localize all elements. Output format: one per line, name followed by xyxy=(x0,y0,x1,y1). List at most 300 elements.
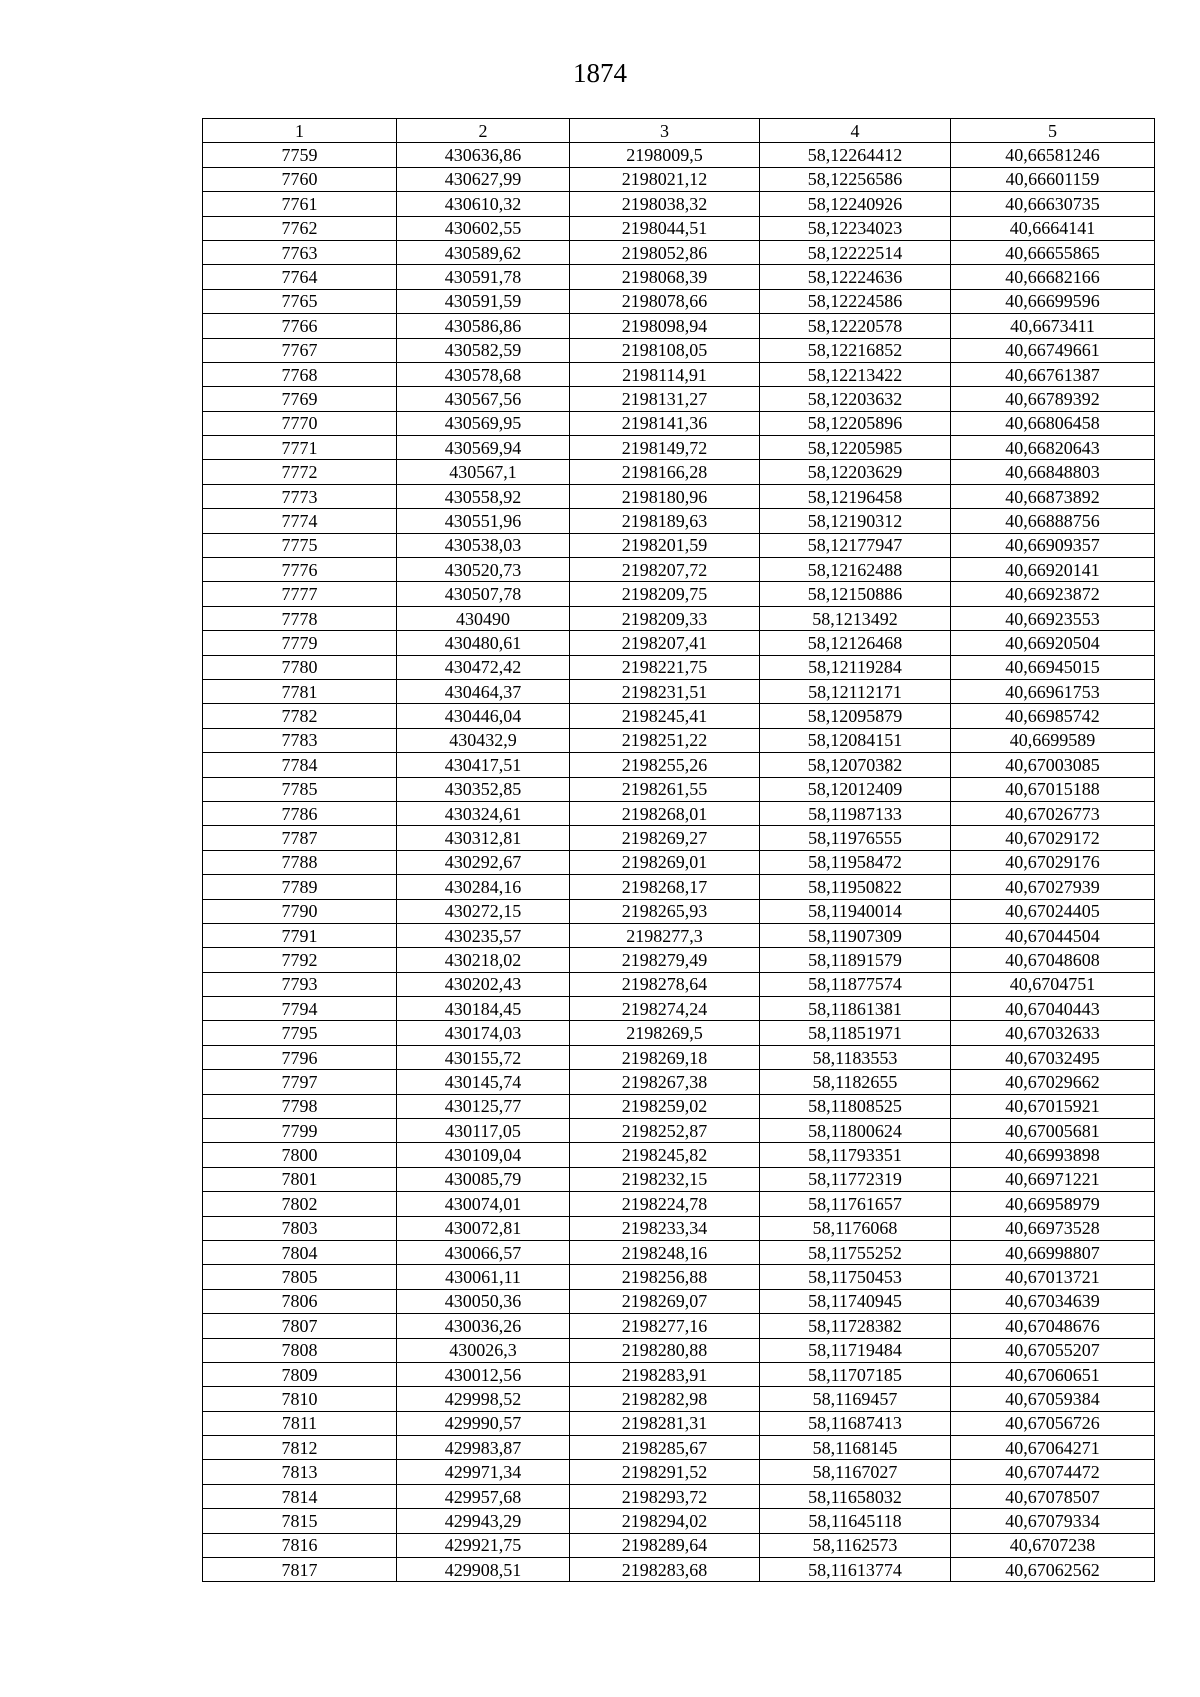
table-cell-col-2: 430109,04 xyxy=(397,1143,570,1167)
table-cell-col-5: 40,66761387 xyxy=(951,362,1155,386)
column-header-4: 4 xyxy=(760,119,951,143)
table-cell-col-5: 40,67064271 xyxy=(951,1436,1155,1460)
table-row xyxy=(203,362,1155,386)
table-cell-col-2: 430036,26 xyxy=(397,1314,570,1338)
table-cell-col-3: 2198269,5 xyxy=(570,1021,760,1045)
table-row xyxy=(203,753,1155,777)
table-row xyxy=(203,1289,1155,1313)
table-cell-col-2: 430432,9 xyxy=(397,728,570,752)
table-cell-col-2: 430072,81 xyxy=(397,1216,570,1240)
table-cell-col-1: 7759 xyxy=(203,143,397,167)
table-cell-col-3: 2198269,01 xyxy=(570,850,760,874)
table-cell-col-3: 2198269,07 xyxy=(570,1289,760,1313)
table-cell-col-2: 430610,32 xyxy=(397,192,570,216)
table-cell-col-5: 40,67032495 xyxy=(951,1045,1155,1069)
table-cell-col-4: 58,12224636 xyxy=(760,265,951,289)
table-row xyxy=(203,1484,1155,1508)
table-cell-col-1: 7780 xyxy=(203,655,397,679)
table-cell-col-2: 430066,57 xyxy=(397,1240,570,1264)
table-row xyxy=(203,582,1155,606)
table-cell-col-3: 2198009,5 xyxy=(570,143,760,167)
table-cell-col-1: 7772 xyxy=(203,460,397,484)
table-cell-col-3: 2198224,78 xyxy=(570,1192,760,1216)
table-cell-col-2: 429971,34 xyxy=(397,1460,570,1484)
table-cell-col-4: 58,11940014 xyxy=(760,899,951,923)
table-cell-col-4: 58,1169457 xyxy=(760,1387,951,1411)
table-cell-col-5: 40,6673411 xyxy=(951,314,1155,338)
table-cell-col-1: 7804 xyxy=(203,1240,397,1264)
table-cell-col-2: 430578,68 xyxy=(397,362,570,386)
table-cell-col-4: 58,1168145 xyxy=(760,1436,951,1460)
table-cell-col-4: 58,11987133 xyxy=(760,801,951,825)
table-cell-col-3: 2198166,28 xyxy=(570,460,760,484)
table-cell-col-3: 2198252,87 xyxy=(570,1119,760,1143)
table-cell-col-2: 430520,73 xyxy=(397,558,570,582)
table-row xyxy=(203,1070,1155,1094)
column-header-5: 5 xyxy=(951,119,1155,143)
table-row xyxy=(203,460,1155,484)
table-cell-col-1: 7814 xyxy=(203,1484,397,1508)
table-cell-col-4: 58,11658032 xyxy=(760,1484,951,1508)
table-cell-col-1: 7807 xyxy=(203,1314,397,1338)
table-cell-col-1: 7792 xyxy=(203,948,397,972)
table-cell-col-5: 40,67005681 xyxy=(951,1119,1155,1143)
table-row xyxy=(203,655,1155,679)
table-cell-col-3: 2198108,05 xyxy=(570,338,760,362)
table-cell-col-2: 430235,57 xyxy=(397,923,570,947)
table-row xyxy=(203,216,1155,240)
table-row xyxy=(203,1509,1155,1533)
table-cell-col-4: 58,11950822 xyxy=(760,875,951,899)
table-cell-col-4: 58,12256586 xyxy=(760,167,951,191)
table-cell-col-1: 7779 xyxy=(203,631,397,655)
table-row xyxy=(203,997,1155,1021)
table-cell-col-2: 429983,87 xyxy=(397,1436,570,1460)
table-cell-col-4: 58,12205985 xyxy=(760,436,951,460)
table-row xyxy=(203,1167,1155,1191)
table-cell-col-2: 430582,59 xyxy=(397,338,570,362)
table-cell-col-4: 58,11793351 xyxy=(760,1143,951,1167)
table-cell-col-3: 2198274,24 xyxy=(570,997,760,1021)
table-cell-col-5: 40,67044504 xyxy=(951,923,1155,947)
table-cell-col-5: 40,67074472 xyxy=(951,1460,1155,1484)
table-cell-col-1: 7764 xyxy=(203,265,397,289)
table-cell-col-4: 58,12162488 xyxy=(760,558,951,582)
table-cell-col-2: 430174,03 xyxy=(397,1021,570,1045)
table-cell-col-1: 7789 xyxy=(203,875,397,899)
table-cell-col-1: 7777 xyxy=(203,582,397,606)
table-row xyxy=(203,387,1155,411)
table-cell-col-4: 58,12196458 xyxy=(760,484,951,508)
table-row xyxy=(203,436,1155,460)
table-cell-col-4: 58,1183553 xyxy=(760,1045,951,1069)
table-cell-col-2: 429908,51 xyxy=(397,1558,570,1582)
table-cell-col-1: 7788 xyxy=(203,850,397,874)
table-cell-col-3: 2198180,96 xyxy=(570,484,760,508)
table-cell-col-2: 430567,56 xyxy=(397,387,570,411)
table-cell-col-4: 58,12220578 xyxy=(760,314,951,338)
table-row xyxy=(203,875,1155,899)
table-row xyxy=(203,1265,1155,1289)
table-cell-col-1: 7816 xyxy=(203,1533,397,1557)
table-row xyxy=(203,1533,1155,1557)
page-number: 1874 xyxy=(573,58,627,88)
table-cell-col-5: 40,66873892 xyxy=(951,484,1155,508)
table-cell-col-5: 40,66848803 xyxy=(951,460,1155,484)
table-cell-col-4: 58,11800624 xyxy=(760,1119,951,1143)
table-cell-col-3: 2198052,86 xyxy=(570,240,760,264)
table-cell-col-5: 40,66945015 xyxy=(951,655,1155,679)
table-row xyxy=(203,240,1155,264)
table-cell-col-5: 40,66971221 xyxy=(951,1167,1155,1191)
table-row xyxy=(203,826,1155,850)
table-cell-col-1: 7815 xyxy=(203,1509,397,1533)
table-cell-col-2: 430602,55 xyxy=(397,216,570,240)
table-cell-col-5: 40,66993898 xyxy=(951,1143,1155,1167)
table-row xyxy=(203,606,1155,630)
table-cell-col-5: 40,66601159 xyxy=(951,167,1155,191)
table-cell-col-1: 7817 xyxy=(203,1558,397,1582)
table-cell-col-4: 58,12190312 xyxy=(760,509,951,533)
table-cell-col-2: 430155,72 xyxy=(397,1045,570,1069)
table-cell-col-2: 430446,04 xyxy=(397,704,570,728)
table-cell-col-1: 7767 xyxy=(203,338,397,362)
table-cell-col-4: 58,11907309 xyxy=(760,923,951,947)
table-row xyxy=(203,338,1155,362)
table-cell-col-4: 58,12119284 xyxy=(760,655,951,679)
table-cell-col-1: 7766 xyxy=(203,314,397,338)
table-cell-col-1: 7791 xyxy=(203,923,397,947)
table-cell-col-4: 58,12203632 xyxy=(760,387,951,411)
table-cell-col-4: 58,11645118 xyxy=(760,1509,951,1533)
table-row xyxy=(203,923,1155,947)
table-cell-col-4: 58,12205896 xyxy=(760,411,951,435)
table-cell-col-3: 2198259,02 xyxy=(570,1094,760,1118)
table-cell-col-5: 40,66973528 xyxy=(951,1216,1155,1240)
table-cell-col-5: 40,67015188 xyxy=(951,777,1155,801)
table-row xyxy=(203,1314,1155,1338)
table-cell-col-1: 7790 xyxy=(203,899,397,923)
table-row xyxy=(203,533,1155,557)
table-cell-col-3: 2198248,16 xyxy=(570,1240,760,1264)
table-row xyxy=(203,1119,1155,1143)
table-cell-col-1: 7775 xyxy=(203,533,397,557)
table-cell-col-5: 40,67015921 xyxy=(951,1094,1155,1118)
table-cell-col-3: 2198289,64 xyxy=(570,1533,760,1557)
table-cell-col-4: 58,11613774 xyxy=(760,1558,951,1582)
table-cell-col-4: 58,11891579 xyxy=(760,948,951,972)
table-cell-col-2: 430586,86 xyxy=(397,314,570,338)
table-cell-col-3: 2198281,31 xyxy=(570,1411,760,1435)
table-cell-col-5: 40,67032633 xyxy=(951,1021,1155,1045)
table-cell-col-2: 430074,01 xyxy=(397,1192,570,1216)
table-cell-col-2: 430538,03 xyxy=(397,533,570,557)
table-cell-col-3: 2198278,64 xyxy=(570,972,760,996)
table-row xyxy=(203,1338,1155,1362)
table-cell-col-5: 40,66923872 xyxy=(951,582,1155,606)
table-cell-col-3: 2198207,72 xyxy=(570,558,760,582)
table-cell-col-1: 7808 xyxy=(203,1338,397,1362)
table-cell-col-5: 40,6704751 xyxy=(951,972,1155,996)
table-cell-col-5: 40,67040443 xyxy=(951,997,1155,1021)
table-row xyxy=(203,1021,1155,1045)
table-cell-col-3: 2198251,22 xyxy=(570,728,760,752)
table-cell-col-4: 58,11851971 xyxy=(760,1021,951,1045)
table-cell-col-4: 58,11755252 xyxy=(760,1240,951,1264)
table-cell-col-4: 58,12150886 xyxy=(760,582,951,606)
table-cell-col-4: 58,11808525 xyxy=(760,1094,951,1118)
table-cell-col-1: 7794 xyxy=(203,997,397,1021)
table-cell-col-4: 58,11740945 xyxy=(760,1289,951,1313)
table-cell-col-3: 2198189,63 xyxy=(570,509,760,533)
table-cell-col-2: 429921,75 xyxy=(397,1533,570,1557)
table-cell-col-4: 58,11861381 xyxy=(760,997,951,1021)
table-cell-col-5: 40,66909357 xyxy=(951,533,1155,557)
table-row xyxy=(203,265,1155,289)
table-row xyxy=(203,1192,1155,1216)
table-cell-col-4: 58,1167027 xyxy=(760,1460,951,1484)
table-cell-col-2: 430085,79 xyxy=(397,1167,570,1191)
table-cell-col-2: 430569,94 xyxy=(397,436,570,460)
table-cell-col-2: 430558,92 xyxy=(397,484,570,508)
table-cell-col-2: 430569,95 xyxy=(397,411,570,435)
table-cell-col-3: 2198283,68 xyxy=(570,1558,760,1582)
table-cell-col-3: 2198294,02 xyxy=(570,1509,760,1533)
table-row xyxy=(203,1143,1155,1167)
table-cell-col-3: 2198267,38 xyxy=(570,1070,760,1094)
table-cell-col-3: 2198280,88 xyxy=(570,1338,760,1362)
table-row xyxy=(203,1460,1155,1484)
table-cell-col-3: 2198291,52 xyxy=(570,1460,760,1484)
table-row xyxy=(203,948,1155,972)
table-cell-col-3: 2198078,66 xyxy=(570,289,760,313)
table-cell-col-4: 58,12213422 xyxy=(760,362,951,386)
table-cell-col-5: 40,67026773 xyxy=(951,801,1155,825)
table-cell-col-2: 429957,68 xyxy=(397,1484,570,1508)
column-header-3: 3 xyxy=(570,119,760,143)
table-cell-col-1: 7805 xyxy=(203,1265,397,1289)
table-cell-col-5: 40,67029176 xyxy=(951,850,1155,874)
table-cell-col-4: 58,1213492 xyxy=(760,606,951,630)
table-cell-col-2: 430352,85 xyxy=(397,777,570,801)
table-cell-col-3: 2198283,91 xyxy=(570,1362,760,1386)
table-cell-col-2: 430218,02 xyxy=(397,948,570,972)
table-cell-col-3: 2198293,72 xyxy=(570,1484,760,1508)
table-cell-col-5: 40,67029172 xyxy=(951,826,1155,850)
table-cell-col-1: 7781 xyxy=(203,679,397,703)
table-cell-col-4: 58,1162573 xyxy=(760,1533,951,1557)
header-row xyxy=(203,119,1155,143)
table-cell-col-5: 40,66820643 xyxy=(951,436,1155,460)
table-cell-col-1: 7763 xyxy=(203,240,397,264)
table-cell-col-2: 430284,16 xyxy=(397,875,570,899)
table-cell-col-5: 40,67013721 xyxy=(951,1265,1155,1289)
table-cell-col-4: 58,12070382 xyxy=(760,753,951,777)
table-cell-col-2: 430202,43 xyxy=(397,972,570,996)
table-cell-col-2: 430480,61 xyxy=(397,631,570,655)
table-cell-col-4: 58,11877574 xyxy=(760,972,951,996)
table-cell-col-3: 2198245,41 xyxy=(570,704,760,728)
table-row xyxy=(203,1558,1155,1582)
table-cell-col-1: 7760 xyxy=(203,167,397,191)
table-cell-col-1: 7765 xyxy=(203,289,397,313)
table-cell-col-4: 58,12203629 xyxy=(760,460,951,484)
table-cell-col-1: 7797 xyxy=(203,1070,397,1094)
table-row xyxy=(203,1094,1155,1118)
table-row xyxy=(203,558,1155,582)
table-cell-col-3: 2198265,93 xyxy=(570,899,760,923)
table-cell-col-2: 430061,11 xyxy=(397,1265,570,1289)
table-cell-col-4: 58,12264412 xyxy=(760,143,951,167)
table-cell-col-3: 2198285,67 xyxy=(570,1436,760,1460)
table-cell-col-4: 58,12084151 xyxy=(760,728,951,752)
table-cell-col-4: 58,12224586 xyxy=(760,289,951,313)
table-cell-col-5: 40,66923553 xyxy=(951,606,1155,630)
table-cell-col-1: 7793 xyxy=(203,972,397,996)
table-row xyxy=(203,850,1155,874)
table-cell-col-1: 7802 xyxy=(203,1192,397,1216)
table-cell-col-3: 2198277,3 xyxy=(570,923,760,947)
table-cell-col-3: 2198068,39 xyxy=(570,265,760,289)
table-cell-col-5: 40,66920504 xyxy=(951,631,1155,655)
table-cell-col-5: 40,67055207 xyxy=(951,1338,1155,1362)
table-cell-col-5: 40,67062562 xyxy=(951,1558,1155,1582)
table-cell-col-3: 2198269,18 xyxy=(570,1045,760,1069)
table-cell-col-3: 2198201,59 xyxy=(570,533,760,557)
table-cell-col-3: 2198098,94 xyxy=(570,314,760,338)
table-cell-col-4: 58,12177947 xyxy=(760,533,951,557)
table-cell-col-5: 40,66581246 xyxy=(951,143,1155,167)
table-cell-col-2: 430591,59 xyxy=(397,289,570,313)
table-cell-col-3: 2198149,72 xyxy=(570,436,760,460)
table-cell-col-2: 429990,57 xyxy=(397,1411,570,1435)
table-cell-col-3: 2198038,32 xyxy=(570,192,760,216)
table-cell-col-5: 40,67059384 xyxy=(951,1387,1155,1411)
table-cell-col-2: 430272,15 xyxy=(397,899,570,923)
table-cell-col-2: 430636,86 xyxy=(397,143,570,167)
table-cell-col-5: 40,66958979 xyxy=(951,1192,1155,1216)
table-cell-col-1: 7803 xyxy=(203,1216,397,1240)
table-cell-col-3: 2198256,88 xyxy=(570,1265,760,1289)
table-cell-col-5: 40,66682166 xyxy=(951,265,1155,289)
table-cell-col-1: 7795 xyxy=(203,1021,397,1045)
table-cell-col-4: 58,11687413 xyxy=(760,1411,951,1435)
table-cell-col-5: 40,66749661 xyxy=(951,338,1155,362)
table-cell-col-2: 429998,52 xyxy=(397,1387,570,1411)
table-cell-col-5: 40,66630735 xyxy=(951,192,1155,216)
column-header-2: 2 xyxy=(397,119,570,143)
table-cell-col-5: 40,66699596 xyxy=(951,289,1155,313)
table-cell-col-3: 2198131,27 xyxy=(570,387,760,411)
table-cell-col-2: 430312,81 xyxy=(397,826,570,850)
table-cell-col-1: 7786 xyxy=(203,801,397,825)
table-cell-col-1: 7796 xyxy=(203,1045,397,1069)
table-cell-col-2: 430591,78 xyxy=(397,265,570,289)
table-cell-col-1: 7798 xyxy=(203,1094,397,1118)
table-cell-col-5: 40,67048608 xyxy=(951,948,1155,972)
table-row xyxy=(203,801,1155,825)
table-cell-col-5: 40,6699589 xyxy=(951,728,1155,752)
table-cell-col-2: 430507,78 xyxy=(397,582,570,606)
table-cell-col-1: 7768 xyxy=(203,362,397,386)
table-cell-col-2: 430490 xyxy=(397,606,570,630)
table-cell-col-4: 58,1176068 xyxy=(760,1216,951,1240)
table-cell-col-3: 2198282,98 xyxy=(570,1387,760,1411)
table-row xyxy=(203,192,1155,216)
table-cell-col-3: 2198268,17 xyxy=(570,875,760,899)
table-cell-col-3: 2198207,41 xyxy=(570,631,760,655)
table-cell-col-5: 40,66806458 xyxy=(951,411,1155,435)
table-cell-col-1: 7771 xyxy=(203,436,397,460)
table-cell-col-1: 7787 xyxy=(203,826,397,850)
table-cell-col-5: 40,67024405 xyxy=(951,899,1155,923)
table-cell-col-1: 7813 xyxy=(203,1460,397,1484)
table-cell-col-3: 2198231,51 xyxy=(570,679,760,703)
table-cell-col-1: 7809 xyxy=(203,1362,397,1386)
table-cell-col-1: 7761 xyxy=(203,192,397,216)
table-cell-col-4: 58,11728382 xyxy=(760,1314,951,1338)
table-cell-col-5: 40,6707238 xyxy=(951,1533,1155,1557)
table-cell-col-5: 40,66888756 xyxy=(951,509,1155,533)
table-cell-col-1: 7801 xyxy=(203,1167,397,1191)
table-cell-col-1: 7810 xyxy=(203,1387,397,1411)
table-cell-col-1: 7800 xyxy=(203,1143,397,1167)
table-cell-col-4: 58,12234023 xyxy=(760,216,951,240)
table-cell-col-4: 58,12012409 xyxy=(760,777,951,801)
table-cell-col-1: 7782 xyxy=(203,704,397,728)
table-header xyxy=(203,119,1155,143)
table-cell-col-3: 2198245,82 xyxy=(570,1143,760,1167)
table-row xyxy=(203,777,1155,801)
table-cell-col-5: 40,67056726 xyxy=(951,1411,1155,1435)
table-cell-col-4: 58,12240926 xyxy=(760,192,951,216)
table-cell-col-4: 58,12112171 xyxy=(760,679,951,703)
table-cell-col-4: 58,11707185 xyxy=(760,1362,951,1386)
table-cell-col-5: 40,66789392 xyxy=(951,387,1155,411)
table-cell-col-3: 2198044,51 xyxy=(570,216,760,240)
table-row xyxy=(203,1045,1155,1069)
table-cell-col-4: 58,12126468 xyxy=(760,631,951,655)
table-cell-col-5: 40,67079334 xyxy=(951,1509,1155,1533)
table-cell-col-3: 2198209,75 xyxy=(570,582,760,606)
column-header-1: 1 xyxy=(203,119,397,143)
table-cell-col-1: 7806 xyxy=(203,1289,397,1313)
table-cell-col-3: 2198114,91 xyxy=(570,362,760,386)
table-cell-col-2: 430551,96 xyxy=(397,509,570,533)
table-cell-col-3: 2198221,75 xyxy=(570,655,760,679)
table-cell-col-4: 58,12222514 xyxy=(760,240,951,264)
table-cell-col-4: 58,12216852 xyxy=(760,338,951,362)
table-cell-col-2: 430026,3 xyxy=(397,1338,570,1362)
table-cell-col-4: 58,11750453 xyxy=(760,1265,951,1289)
table-row xyxy=(203,704,1155,728)
table-cell-col-3: 2198233,34 xyxy=(570,1216,760,1240)
table-cell-col-2: 430627,99 xyxy=(397,167,570,191)
table-row xyxy=(203,631,1155,655)
table-row xyxy=(203,1362,1155,1386)
table-cell-col-2: 430472,42 xyxy=(397,655,570,679)
table-cell-col-4: 58,11772319 xyxy=(760,1167,951,1191)
table-row xyxy=(203,167,1155,191)
table-cell-col-2: 430589,62 xyxy=(397,240,570,264)
table-cell-col-2: 429943,29 xyxy=(397,1509,570,1533)
table-cell-col-4: 58,1182655 xyxy=(760,1070,951,1094)
table-cell-col-4: 58,11719484 xyxy=(760,1338,951,1362)
table-row xyxy=(203,1411,1155,1435)
table-row xyxy=(203,1216,1155,1240)
table-cell-col-2: 430145,74 xyxy=(397,1070,570,1094)
table-cell-col-5: 40,67003085 xyxy=(951,753,1155,777)
